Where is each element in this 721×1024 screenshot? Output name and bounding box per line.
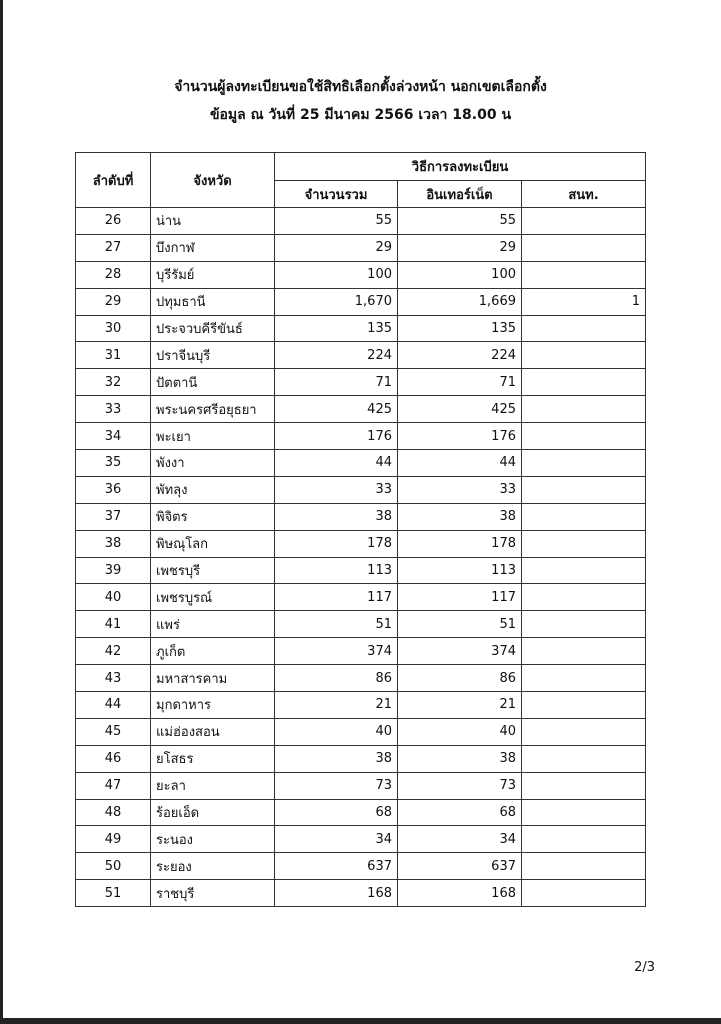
header-internet: อินเทอร์เน็ต: [398, 181, 522, 208]
cell-internet: 44: [398, 450, 522, 477]
cell-total: 38: [275, 503, 398, 530]
cell-internet: 40: [398, 718, 522, 745]
cell-no: 30: [76, 315, 151, 342]
document-title: จำนวนผู้ลงทะเบียนขอใช้สิทธิเลือกตั้งล่วงหน้า นอกเขตเลือกตั้ง: [174, 79, 547, 95]
cell-office: [522, 342, 646, 369]
table-row: [76, 208, 646, 235]
cell-province: แพร่: [151, 611, 275, 638]
cell-no: 45: [76, 718, 151, 745]
cell-office: [522, 772, 646, 799]
cell-no: 32: [76, 369, 151, 396]
cell-internet: 176: [398, 423, 522, 450]
cell-province: บึงกาฬ: [151, 234, 275, 261]
cell-internet: 86: [398, 665, 522, 692]
cell-total: 68: [275, 799, 398, 826]
table-row: [76, 799, 646, 826]
cell-office: [522, 799, 646, 826]
cell-total: 21: [275, 692, 398, 719]
cell-office: 1: [522, 288, 646, 315]
cell-no: 36: [76, 476, 151, 503]
cell-internet: 100: [398, 261, 522, 288]
cell-internet: 38: [398, 503, 522, 530]
cell-office: [522, 718, 646, 745]
cell-no: 41: [76, 611, 151, 638]
cell-internet: 55: [398, 208, 522, 235]
cell-province: ระยอง: [151, 853, 275, 880]
cell-internet: 21: [398, 692, 522, 719]
cell-total: 38: [275, 745, 398, 772]
cell-no: 33: [76, 396, 151, 423]
cell-no: 44: [76, 692, 151, 719]
cell-total: 51: [275, 611, 398, 638]
cell-total: 113: [275, 557, 398, 584]
table-row: [76, 584, 646, 611]
cell-total: 117: [275, 584, 398, 611]
cell-province: ยโสธร: [151, 745, 275, 772]
cell-internet: 374: [398, 638, 522, 665]
cell-total: 73: [275, 772, 398, 799]
header-office: สนท.: [522, 181, 646, 208]
cell-province: ระนอง: [151, 826, 275, 853]
table-row: [76, 369, 646, 396]
table-row: [76, 880, 646, 907]
cell-province: พิษณุโลก: [151, 530, 275, 557]
cell-province: มุกดาหาร: [151, 692, 275, 719]
cell-internet: 51: [398, 611, 522, 638]
cell-internet: 135: [398, 315, 522, 342]
table-row: [76, 530, 646, 557]
cell-total: 168: [275, 880, 398, 907]
table-row: [76, 234, 646, 261]
cell-office: [522, 638, 646, 665]
table-row: [76, 503, 646, 530]
cell-no: 38: [76, 530, 151, 557]
cell-no: 46: [76, 745, 151, 772]
cell-no: 48: [76, 799, 151, 826]
table-row: [76, 611, 646, 638]
header-no: ลำดับที่: [76, 153, 151, 208]
table-row: [76, 826, 646, 853]
cell-total: 71: [275, 369, 398, 396]
table-row: [76, 853, 646, 880]
cell-no: 26: [76, 208, 151, 235]
cell-internet: 113: [398, 557, 522, 584]
cell-total: 86: [275, 665, 398, 692]
cell-office: [522, 557, 646, 584]
table-row: [76, 423, 646, 450]
table-row: [76, 557, 646, 584]
cell-office: [522, 476, 646, 503]
cell-province: น่าน: [151, 208, 275, 235]
cell-total: 374: [275, 638, 398, 665]
table-row: [76, 638, 646, 665]
cell-internet: 178: [398, 530, 522, 557]
cell-province: ภูเก็ต: [151, 638, 275, 665]
cell-total: 29: [275, 234, 398, 261]
cell-internet: 38: [398, 745, 522, 772]
cell-internet: 425: [398, 396, 522, 423]
cell-no: 35: [76, 450, 151, 477]
cell-office: [522, 369, 646, 396]
cell-province: มหาสารคาม: [151, 665, 275, 692]
header-method-group: วิธีการลงทะเบียน: [275, 153, 646, 181]
cell-internet: 117: [398, 584, 522, 611]
cell-no: 37: [76, 503, 151, 530]
cell-office: [522, 584, 646, 611]
cell-internet: 1,669: [398, 288, 522, 315]
cell-internet: 224: [398, 342, 522, 369]
cell-province: เพชรบุรี: [151, 557, 275, 584]
cell-internet: 168: [398, 880, 522, 907]
cell-no: 28: [76, 261, 151, 288]
cell-total: 176: [275, 423, 398, 450]
cell-province: ร้อยเอ็ด: [151, 799, 275, 826]
cell-no: 34: [76, 423, 151, 450]
cell-internet: 34: [398, 826, 522, 853]
cell-province: ยะลา: [151, 772, 275, 799]
cell-office: [522, 692, 646, 719]
cell-province: ปัตตานี: [151, 369, 275, 396]
cell-no: 50: [76, 853, 151, 880]
table-body: [76, 208, 646, 907]
cell-province: เพชรบูรณ์: [151, 584, 275, 611]
cell-office: [522, 880, 646, 907]
cell-office: [522, 396, 646, 423]
cell-no: 27: [76, 234, 151, 261]
cell-no: 29: [76, 288, 151, 315]
cell-province: พังงา: [151, 450, 275, 477]
cell-office: [522, 423, 646, 450]
page-number: 2/3: [634, 960, 655, 975]
cell-total: 55: [275, 208, 398, 235]
cell-province: พิจิตร: [151, 503, 275, 530]
cell-office: [522, 826, 646, 853]
cell-total: 40: [275, 718, 398, 745]
cell-internet: 73: [398, 772, 522, 799]
cell-office: [522, 611, 646, 638]
table-row: [76, 315, 646, 342]
document-subtitle: ข้อมูล ณ วันที่ 25 มีนาคม 2566 เวลา 18.00 น: [209, 107, 512, 123]
cell-office: [522, 315, 646, 342]
cell-office: [522, 745, 646, 772]
table-row: [76, 745, 646, 772]
cell-province: พะเยา: [151, 423, 275, 450]
cell-province: พัทลุง: [151, 476, 275, 503]
cell-total: 44: [275, 450, 398, 477]
cell-internet: 71: [398, 369, 522, 396]
cell-office: [522, 261, 646, 288]
table-row: [76, 396, 646, 423]
cell-total: 33: [275, 476, 398, 503]
table-row: [76, 342, 646, 369]
cell-office: [522, 234, 646, 261]
cell-no: 51: [76, 880, 151, 907]
cell-office: [522, 530, 646, 557]
cell-total: 34: [275, 826, 398, 853]
table-row: [76, 450, 646, 477]
cell-total: 178: [275, 530, 398, 557]
table-row: [76, 692, 646, 719]
table-row: [76, 476, 646, 503]
cell-province: ปทุมธานี: [151, 288, 275, 315]
cell-no: 39: [76, 557, 151, 584]
header-total: จำนวนรวม: [275, 181, 398, 208]
cell-internet: 68: [398, 799, 522, 826]
cell-province: ปราจีนบุรี: [151, 342, 275, 369]
cell-total: 224: [275, 342, 398, 369]
header-province: จังหวัด: [151, 153, 275, 208]
cell-office: [522, 450, 646, 477]
table-header-row: [76, 153, 646, 181]
cell-province: ประจวบคีรีขันธ์: [151, 315, 275, 342]
table-row: [76, 772, 646, 799]
cell-internet: 637: [398, 853, 522, 880]
table-row: [76, 718, 646, 745]
cell-total: 637: [275, 853, 398, 880]
cell-province: พระนครศรีอยุธยา: [151, 396, 275, 423]
cell-office: [522, 853, 646, 880]
cell-no: 40: [76, 584, 151, 611]
cell-province: แม่ฮ่องสอน: [151, 718, 275, 745]
table-row: [76, 261, 646, 288]
cell-office: [522, 665, 646, 692]
cell-total: 425: [275, 396, 398, 423]
cell-internet: 29: [398, 234, 522, 261]
table-row: [76, 665, 646, 692]
cell-province: ราชบุรี: [151, 880, 275, 907]
cell-total: 135: [275, 315, 398, 342]
cell-office: [522, 503, 646, 530]
table-row: [76, 288, 646, 315]
cell-office: [522, 208, 646, 235]
cell-internet: 33: [398, 476, 522, 503]
cell-province: บุรีรัมย์: [151, 261, 275, 288]
cell-no: 49: [76, 826, 151, 853]
bottom-bar: [0, 1018, 721, 1024]
cell-no: 43: [76, 665, 151, 692]
cell-no: 31: [76, 342, 151, 369]
registration-table: [75, 152, 646, 907]
cell-no: 47: [76, 772, 151, 799]
cell-total: 1,670: [275, 288, 398, 315]
cell-total: 100: [275, 261, 398, 288]
cell-no: 42: [76, 638, 151, 665]
